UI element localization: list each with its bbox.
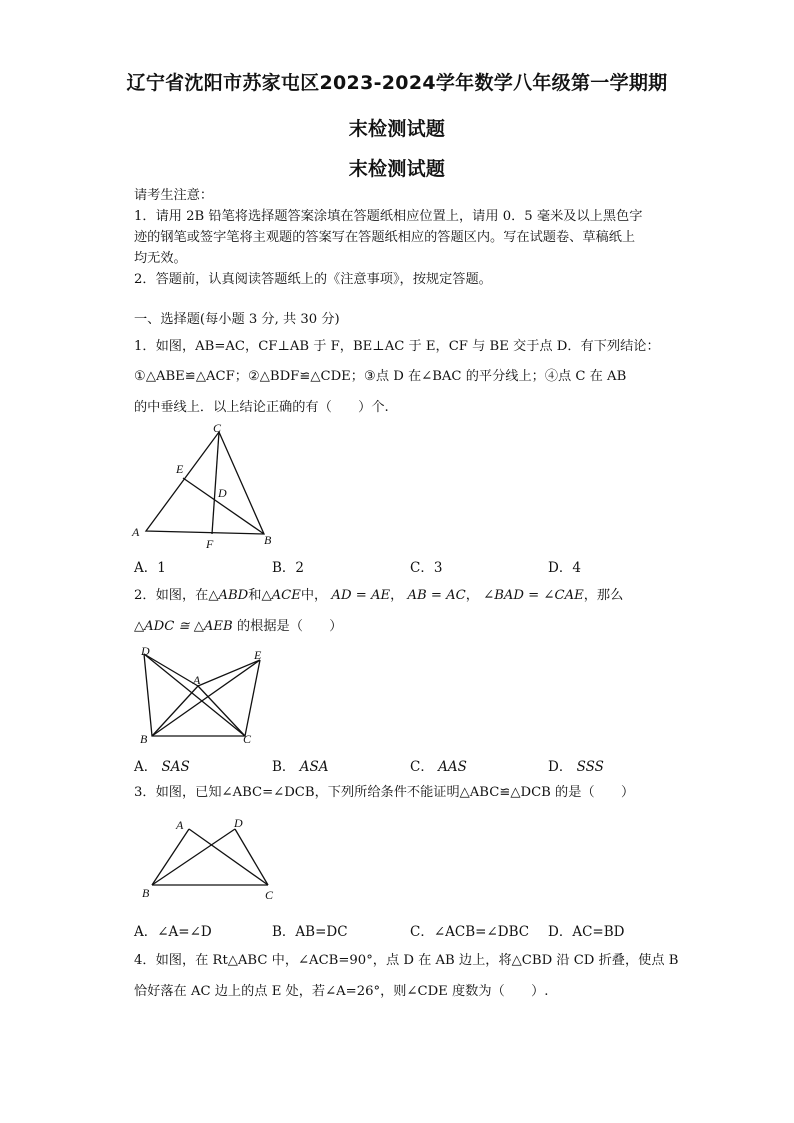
q3-label-b: B — [142, 886, 150, 900]
q1-label-b: B — [264, 533, 272, 547]
q3-line1: 3．如图，已知∠ABC=∠DCB，下列所给条件不能证明△ABC≌△DCB 的是（ ） — [134, 785, 635, 800]
q3-figure — [134, 812, 284, 906]
q3-label-d: D — [234, 816, 243, 830]
q3-segment-ac — [189, 829, 268, 885]
page-title: 辽宁省沈阳市苏家屯区2023-2024学年数学八年级第一学期期 — [126, 72, 668, 94]
q1-option-a[interactable]: A．1 — [134, 560, 166, 576]
page-subtitle-repeat: 末检测试题 — [348, 158, 446, 180]
section-heading: 一、选择题(每小题 3 分, 共 30 分) — [134, 312, 340, 327]
q2-label-a: A — [193, 673, 201, 687]
q2-segment-dc — [144, 654, 245, 736]
notice-item1-line3: 均无效。 — [134, 251, 187, 266]
q1-option-b[interactable]: B．2 — [272, 560, 305, 576]
q1-line2: ①△ABE≌△ACF；②△BDF≌△CDE；③点 D 在∠BAC 的平分线上；④点 C 在 AB — [134, 369, 627, 384]
q2-label-e: E — [254, 648, 262, 662]
q3-option-a[interactable]: A．∠A=∠D — [134, 924, 212, 940]
q2-segment-ca — [198, 686, 245, 736]
q3-option-d[interactable]: D．AC=BD — [548, 924, 625, 940]
q3-label-c: C — [265, 888, 274, 902]
q3-segment-ab — [152, 829, 189, 885]
q2-option-b[interactable]: B． ASA — [272, 759, 329, 775]
q2-line1: 2．如图，在△ABD和△ACE中， AD = AE， AB = AC， ∠BAD = ∠CAE，那么 — [134, 588, 624, 603]
q1-label-c: C — [213, 421, 222, 435]
notice-heading: 请考生注意： — [134, 188, 214, 203]
q1-label-a: A — [132, 525, 140, 539]
q2-label-b: B — [140, 732, 148, 746]
q1-triangle — [146, 432, 264, 534]
q1-line3: 的中垂线上．以上结论正确的有（ ）个. — [134, 400, 389, 415]
q3-segment-dc — [235, 829, 268, 885]
q2-option-a[interactable]: A． SAS — [134, 759, 190, 775]
q2-line2: △ADC ≅ △AEB 的根据是（ ） — [134, 619, 343, 634]
q1-label-f: F — [206, 537, 214, 551]
page-subtitle: 末检测试题 — [348, 118, 446, 140]
q1-line1: 1．如图，AB=AC，CF⊥AB 于 F，BE⊥AC 于 E，CF 与 BE 交于点 D．有下列结论： — [134, 339, 660, 354]
q1-option-c[interactable]: C．3 — [410, 560, 443, 576]
q3-option-c[interactable]: C．∠ACB=∠DBC — [410, 924, 530, 940]
q4-line2: 恰好落在 AC 边上的点 E 处，若∠A=26°，则∠CDE 度数为（ ）. — [134, 984, 549, 999]
notice-item1-line1: 1．请用 2B 铅笔将选择题答案涂填在答题纸相应位置上，请用 0．5 毫米及以上黑色字 — [134, 209, 643, 224]
q2-option-d[interactable]: D． SSS — [548, 759, 604, 775]
q3-label-a: A — [176, 818, 184, 832]
q2-label-d: D — [141, 644, 150, 658]
q2-label-c: C — [243, 732, 252, 746]
q1-label-d: D — [218, 486, 227, 500]
q2-segment-ba — [152, 686, 198, 736]
q2-segment-eb — [152, 660, 260, 736]
q1-segment-cf — [212, 432, 219, 534]
q1-option-d[interactable]: D．4 — [548, 560, 581, 576]
q3-segment-db — [152, 829, 235, 885]
q1-figure — [128, 420, 288, 552]
q2-outline — [144, 654, 260, 736]
q3-option-b[interactable]: B．AB=DC — [272, 924, 348, 940]
notice-item2: 2．答题前，认真阅读答题纸上的《注意事项》，按规定答题。 — [134, 272, 492, 287]
q2-option-c[interactable]: C． AAS — [410, 759, 467, 775]
notice-item1-line2: 迹的钢笔或签字笔将主观题的答案写在答题纸相应的答题区内。写在试题卷、草稿纸上 — [134, 230, 636, 245]
q2-figure — [132, 642, 272, 748]
q4-line1: 4．如图，在 Rt△ABC 中，∠ACB=90°，点 D 在 AB 边上，将△CBD 沿 CD 折叠，使点 B — [134, 953, 679, 968]
q1-label-e: E — [176, 462, 184, 476]
q2-segment-da — [144, 654, 198, 686]
